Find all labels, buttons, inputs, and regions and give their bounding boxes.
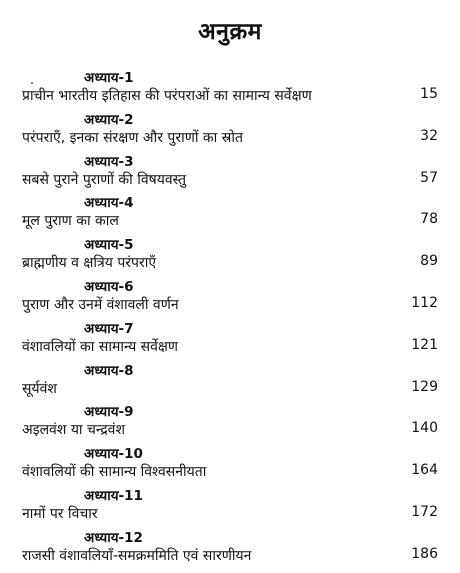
chapter-label: अध्याय-4 xyxy=(84,195,134,212)
page-number: 15 xyxy=(420,86,438,102)
toc-entry xyxy=(0,402,460,444)
chapter-label: अध्याय-11 xyxy=(84,487,143,504)
toc-entry xyxy=(0,110,460,152)
toc-entry xyxy=(0,152,460,194)
toc-entry xyxy=(0,486,460,528)
toc-entry xyxy=(0,235,460,277)
chapter-label: अध्याय-12 xyxy=(84,529,143,546)
chapter-label: अध्याय-2 xyxy=(84,111,134,128)
toc-entries xyxy=(0,68,460,570)
toc-entry xyxy=(0,361,460,403)
chapter-title: वंशावलियों की सामान्य विश्वसनीयता xyxy=(22,464,207,481)
chapter-label: अध्याय-6 xyxy=(84,278,134,295)
toc-entry xyxy=(0,444,460,486)
chapter-title: नामों पर विचार xyxy=(22,505,98,522)
page-number: 112 xyxy=(411,294,438,311)
page-number: 172 xyxy=(411,503,438,520)
chapter-label: अध्याय-9 xyxy=(84,404,134,421)
toc-entry xyxy=(0,528,460,570)
chapter-title: प्राचीन भारतीय इतिहास की परंपराओं का सामान्य सर्वेक्षण xyxy=(22,88,312,104)
page-number: 57 xyxy=(420,169,438,186)
chapter-label: अध्याय-5 xyxy=(84,237,134,254)
page-number: 121 xyxy=(411,336,438,353)
page-number: 32 xyxy=(420,127,438,144)
chapter-title: ब्राह्मणीय व क्षत्रिय परंपराएँ xyxy=(22,255,157,272)
page-number: 186 xyxy=(411,545,438,562)
page-title: अनुक्रम xyxy=(198,19,262,45)
page-number: 129 xyxy=(411,378,438,395)
page-number: 78 xyxy=(420,211,438,228)
chapter-title: अइलवंश या चन्द्रवंश xyxy=(22,422,125,439)
toc-entry xyxy=(0,68,460,110)
chapter-title: सूर्यवंश xyxy=(22,380,57,397)
chapter-title: वंशावलियों का सामान्य सर्वेक्षण xyxy=(22,338,179,355)
toc-entry xyxy=(0,319,460,361)
chapter-title: परंपराएँ, इनका संरक्षण और पुराणों का स्रोत xyxy=(22,129,243,146)
chapter-title: मूल पुराण का काल xyxy=(22,213,119,230)
page-number: 164 xyxy=(411,462,438,479)
toc-entry xyxy=(0,277,460,319)
page-number: 89 xyxy=(420,253,438,270)
chapter-label: अध्याय-3 xyxy=(84,153,134,170)
chapter-title: सबसे पुराने पुराणों की विषयवस्तु xyxy=(22,171,187,188)
chapter-label: अध्याय-7 xyxy=(84,320,134,337)
chapter-label: अध्याय-10 xyxy=(84,446,143,463)
chapter-label: अध्याय-8 xyxy=(84,362,134,379)
chapter-title: पुराण और उनमें वंशावली वर्णन xyxy=(22,296,179,313)
chapter-label: अध्याय-1 xyxy=(84,70,134,86)
page-number: 140 xyxy=(411,420,438,437)
toc-entry xyxy=(0,193,460,235)
chapter-title: राजसी वंशावलियाँ-समक्रममिति एवं सारणीयन xyxy=(22,547,252,564)
